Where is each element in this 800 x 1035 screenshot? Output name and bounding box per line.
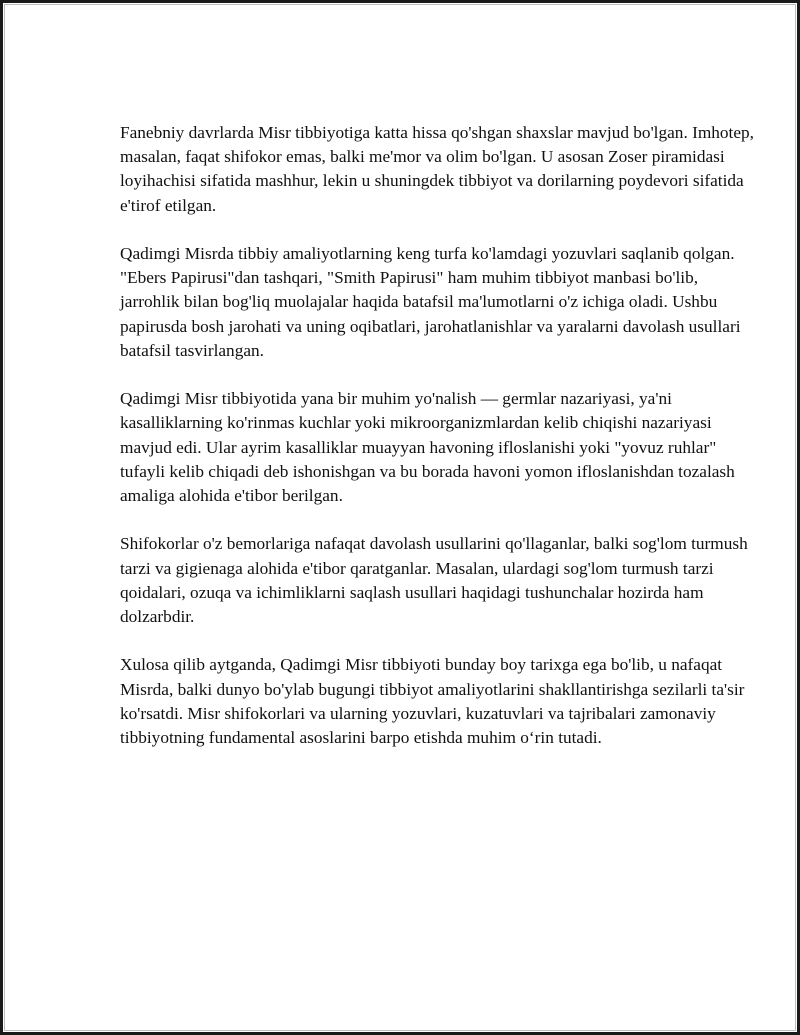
- document-body: [120, 121, 760, 774]
- paragraph-4: Shifokorlar o'z bemorlariga nafaqat davolash usullarini qo'llaganlar, balki sog'lom turmush tarzi va gigienaga alohida e'tibor qaratganlar. Masalan, ulardagi sog'lom turmush tarzi qoidalari, ozuqa va ichimliklarni saqlash usullari haqidagi tushunchalar hozirda ham dolzarbdir.: [120, 534, 748, 627]
- paragraph-3: Qadimgi Misr tibbiyotida yana bir muhim yo'nalish — germlar nazariyasi, ya'ni kasalliklarning ko'rinmas kuchlar yoki mikroorganizmlardan kelib chiqishi nazariyasi mavjud edi. Ular ayrim kasalliklar muayyan havoning ifloslanishi yoki "yovuz ruhlar" tufayli kelib chiqadi deb ishonishgan va bu borada havoni yomon ifloslanishdan tozalash amaliga alohida e'tibor berilgan.: [120, 389, 735, 506]
- paragraph-2: Qadimgi Misrda tibbiy amaliyotlarning keng turfa ko'lamdagi yozuvlari saqlanib qolgan. "Ebers Papirusi"dan tashqari, "Smith Papirusi" ham muhim tibbiyot manbasi bo'lib, jarrohlik bilan bog'liq muolajalar haqida batafsil ma'lumotlarni o'z ichiga oladi. Ushbu papirusda bosh jarohati va uning oqibatlari, jarohatlanishlar va yaralarni davolash usullari batafsil tasvirlangan.: [120, 244, 741, 360]
- paragraph-5: Xulosa qilib aytganda, Qadimgi Misr tibbiyoti bunday boy tarixga ega bo'lib, u nafaqat Misrda, balki dunyo bo'ylab bugungi tibbiyot amaliyotlarini shakllantirishga sezilarli ta'sir ko'rsatdi. Misr shifokorlari va ularning yozuvlari, kuzatuvlari va tajribalari zamonaviy tibbiyotning fundamental asoslarini barpo etishda muhim o‘rin tutadi.: [120, 655, 745, 748]
- paragraph-1: Fanebniy davrlarda Misr tibbiyotiga katta hissa qo'shgan shaxslar mavjud bo'lgan. Imhotep, masalan, faqat shifokor emas, balki me'mor va olim bo'lgan. U asosan Zoser piramidasi loyihachisi sifatida mashhur, lekin u shuningdek tibbiyot va dorilarning poydevori sifatida e'tirof etilgan.: [120, 123, 754, 215]
